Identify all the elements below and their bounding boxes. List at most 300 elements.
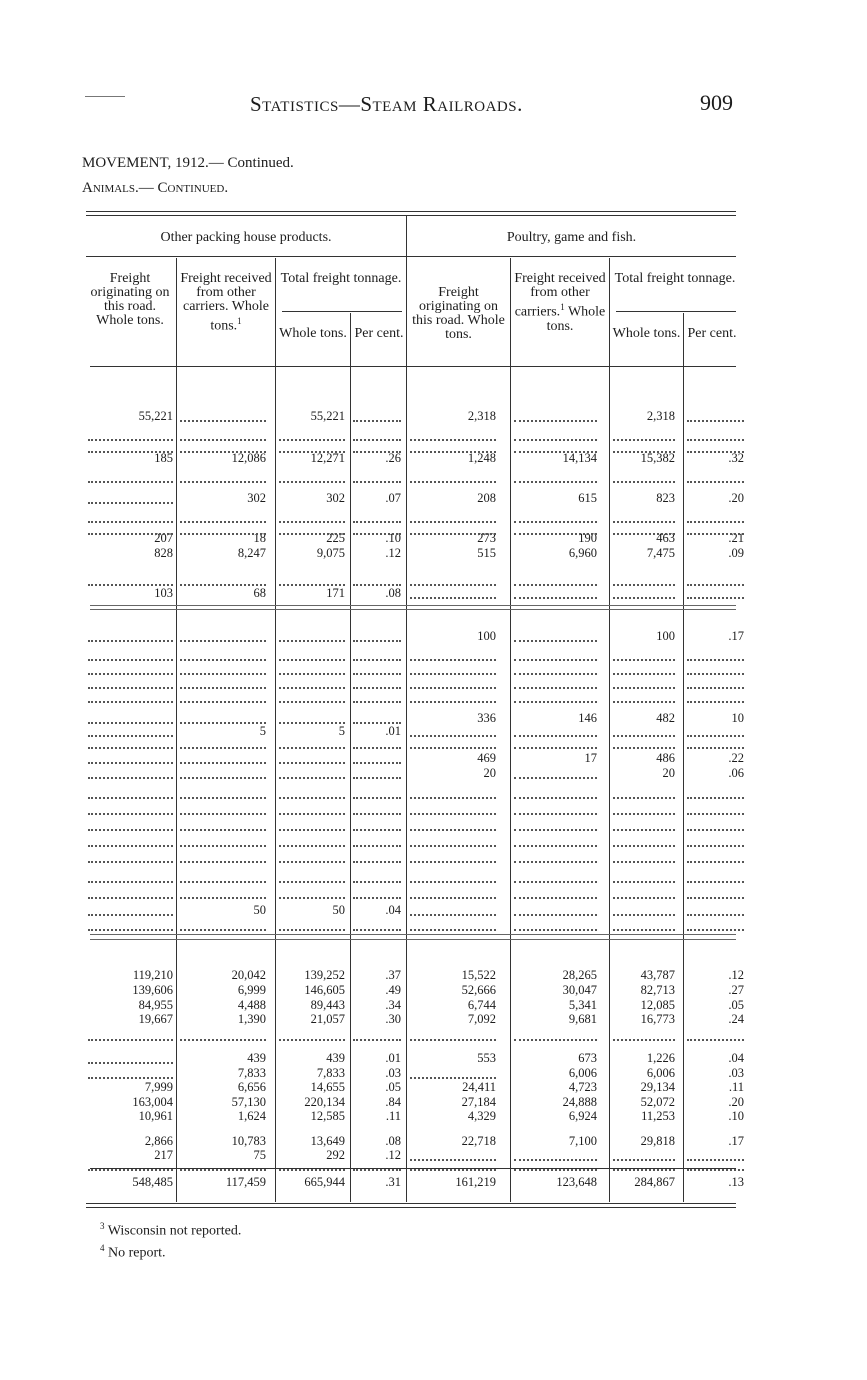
dot-leader bbox=[180, 881, 266, 883]
dot-leader bbox=[180, 521, 266, 523]
table-cell-poultry-received: 6,924 bbox=[568, 1109, 597, 1123]
dot-leader bbox=[410, 584, 496, 586]
table-cell-poultry-percent: 10 bbox=[731, 711, 744, 725]
table-cell-poultry-received: 9,681 bbox=[568, 1012, 597, 1026]
table-cell-packing-total: 12,271 bbox=[310, 451, 345, 465]
dot-leader bbox=[180, 584, 266, 586]
dot-leader bbox=[279, 451, 345, 453]
dot-leader bbox=[180, 762, 266, 764]
table-cell-poultry-total: 20 bbox=[662, 766, 675, 780]
dot-leader bbox=[687, 439, 744, 441]
dot-leader bbox=[613, 914, 675, 916]
table-cell-poultry-total: 52,072 bbox=[640, 1095, 675, 1109]
table-cell-poultry-total: 6,006 bbox=[646, 1066, 675, 1080]
table-cell-poultry-originating: 100 bbox=[477, 629, 496, 643]
page-title: Statistics—Steam Railroads. bbox=[250, 92, 523, 116]
table-cell-packing-percent: .04 bbox=[385, 903, 401, 917]
table-cell-packing-total: 220,134 bbox=[304, 1095, 345, 1109]
column-header: Whole tons. bbox=[279, 326, 347, 341]
table-cell-packing-total: 9,075 bbox=[316, 546, 345, 560]
table-cell-packing-originating: 7,999 bbox=[144, 1080, 173, 1094]
table-cell-packing-total: 55,221 bbox=[310, 409, 345, 423]
footnote bbox=[100, 1240, 241, 1262]
table-cell-poultry-total: 43,787 bbox=[640, 968, 675, 982]
table-cell-poultry-percent: .04 bbox=[728, 1051, 744, 1065]
table-cell-packing-total: 13,649 bbox=[310, 1134, 345, 1148]
dot-leader bbox=[613, 813, 675, 815]
dot-leader bbox=[88, 521, 173, 523]
table-cell-poultry-received: 4,723 bbox=[568, 1080, 597, 1094]
totals-rule bbox=[90, 1168, 736, 1169]
table-cell-packing-originating: 185 bbox=[154, 451, 173, 465]
table-cell-poultry-originating: 24,411 bbox=[462, 1080, 496, 1094]
footnote-text: No report. bbox=[108, 1245, 166, 1261]
column-header: Whole tons. bbox=[612, 326, 681, 341]
dot-leader bbox=[88, 640, 173, 642]
table-cell-packing-received: 10,783 bbox=[231, 1134, 266, 1148]
dot-leader bbox=[180, 797, 266, 799]
dot-leader bbox=[687, 813, 744, 815]
table-cell-packing-percent: .08 bbox=[385, 1134, 401, 1148]
dot-leader bbox=[410, 521, 496, 523]
dot-leader bbox=[613, 735, 675, 737]
table-cell-poultry-received: 7,100 bbox=[568, 1134, 597, 1148]
dot-leader bbox=[88, 687, 173, 689]
table-cell-poultry-total: 100 bbox=[656, 629, 675, 643]
dot-leader bbox=[279, 481, 345, 483]
table-cell-poultry-total: 82,713 bbox=[640, 983, 675, 997]
total-cell-poultry-total: 284,867 bbox=[634, 1175, 675, 1189]
dot-leader bbox=[613, 1169, 675, 1171]
table-cell-poultry-percent: .22 bbox=[728, 751, 744, 765]
table-cell-poultry-total: 11,253 bbox=[641, 1109, 675, 1123]
dot-leader bbox=[353, 481, 401, 483]
dot-leader bbox=[353, 640, 401, 642]
table-cell-poultry-originating: 27,184 bbox=[461, 1095, 496, 1109]
dot-leader bbox=[410, 481, 496, 483]
dot-leader bbox=[514, 687, 597, 689]
table-cell-packing-received: 302 bbox=[247, 491, 266, 505]
table-cell-poultry-originating: 469 bbox=[477, 751, 496, 765]
table-cell-packing-received: 68 bbox=[253, 586, 266, 600]
table-cell-packing-percent: .11 bbox=[385, 1109, 401, 1123]
dot-leader bbox=[613, 584, 675, 586]
table-cell-packing-total: 7,833 bbox=[316, 1066, 345, 1080]
dot-leader bbox=[687, 861, 744, 863]
page-number: 909 bbox=[700, 90, 733, 115]
dot-leader bbox=[180, 813, 266, 815]
dot-leader bbox=[180, 533, 266, 535]
table-cell-poultry-received: 146 bbox=[578, 711, 597, 725]
dot-leader bbox=[613, 747, 675, 749]
table-cell-poultry-percent: .11 bbox=[728, 1080, 744, 1094]
dot-leader bbox=[410, 451, 496, 453]
dot-leader bbox=[514, 659, 597, 661]
dot-leader bbox=[514, 797, 597, 799]
dot-leader bbox=[88, 929, 173, 931]
dot-leader bbox=[279, 747, 345, 749]
footnote-mark: 3 bbox=[100, 1221, 105, 1231]
dot-leader bbox=[279, 797, 345, 799]
dot-leader bbox=[410, 797, 496, 799]
dot-leader bbox=[514, 914, 597, 916]
table-cell-poultry-originating: 20 bbox=[483, 766, 496, 780]
column-header-text: Freight received from other carriers. Whole tons. bbox=[180, 271, 272, 334]
dot-leader bbox=[687, 1169, 744, 1171]
table-cell-packing-received: 7,833 bbox=[237, 1066, 266, 1080]
table-cell-packing-percent: .03 bbox=[385, 1066, 401, 1080]
table-cell-packing-originating: 84,955 bbox=[138, 998, 173, 1012]
dot-leader bbox=[180, 439, 266, 441]
dot-leader bbox=[88, 659, 173, 661]
table-cell-packing-received: 50 bbox=[253, 903, 266, 917]
dot-leader bbox=[410, 1169, 496, 1171]
dot-leader bbox=[88, 1169, 173, 1171]
dot-leader bbox=[279, 813, 345, 815]
table-cell-poultry-percent: .32 bbox=[728, 451, 744, 465]
dot-leader bbox=[88, 829, 173, 831]
dot-leader bbox=[687, 914, 744, 916]
table-cell-packing-total: 89,443 bbox=[310, 998, 345, 1012]
table-cell-packing-total: 302 bbox=[326, 491, 345, 505]
dot-leader bbox=[613, 897, 675, 899]
dot-leader bbox=[353, 777, 401, 779]
table-cell-packing-total: 14,655 bbox=[310, 1080, 345, 1094]
dot-leader bbox=[88, 777, 173, 779]
dot-leader bbox=[687, 897, 744, 899]
dot-leader bbox=[88, 1062, 173, 1064]
dot-leader bbox=[353, 687, 401, 689]
dot-leader bbox=[279, 701, 345, 703]
dot-leader bbox=[88, 502, 173, 504]
table-cell-poultry-total: 12,085 bbox=[640, 998, 675, 1012]
table-cell-poultry-total: 2,318 bbox=[646, 409, 675, 423]
dot-leader bbox=[180, 747, 266, 749]
dot-leader bbox=[410, 1077, 496, 1079]
dot-leader bbox=[613, 1039, 675, 1041]
dot-leader bbox=[687, 929, 744, 931]
table-top-rule bbox=[86, 211, 736, 212]
dot-leader bbox=[410, 881, 496, 883]
group-rule-left bbox=[86, 256, 406, 257]
dot-leader bbox=[353, 1039, 401, 1041]
table-cell-poultry-percent: .09 bbox=[728, 546, 744, 560]
table-cell-poultry-percent: .17 bbox=[728, 629, 744, 643]
dot-leader bbox=[410, 659, 496, 661]
table-cell-poultry-percent: .20 bbox=[728, 1095, 744, 1109]
dot-leader bbox=[88, 1077, 173, 1079]
table-cell-packing-received: 6,999 bbox=[237, 983, 266, 997]
dot-leader bbox=[410, 1159, 496, 1161]
dot-leader bbox=[613, 481, 675, 483]
dot-leader bbox=[514, 701, 597, 703]
dot-leader bbox=[613, 929, 675, 931]
table-cell-poultry-percent: .17 bbox=[728, 1134, 744, 1148]
dot-leader bbox=[410, 735, 496, 737]
column-divider bbox=[176, 258, 177, 1202]
table-cell-packing-percent: .37 bbox=[385, 968, 401, 982]
dot-leader bbox=[613, 659, 675, 661]
table-cell-packing-percent: .10 bbox=[385, 531, 401, 545]
dot-leader bbox=[514, 481, 597, 483]
table-cell-poultry-percent: .05 bbox=[728, 998, 744, 1012]
table-cell-poultry-percent: .06 bbox=[728, 766, 744, 780]
table-cell-poultry-received: 6,006 bbox=[568, 1066, 597, 1080]
dot-leader bbox=[687, 881, 744, 883]
dot-leader bbox=[514, 451, 597, 453]
dot-leader bbox=[514, 673, 597, 675]
table-cell-poultry-originating: 52,666 bbox=[461, 983, 496, 997]
dot-leader bbox=[279, 1169, 345, 1171]
table-cell-poultry-percent: .03 bbox=[728, 1066, 744, 1080]
column-header: Per cent. bbox=[687, 326, 737, 341]
dot-leader bbox=[279, 1039, 345, 1041]
dot-leader bbox=[410, 747, 496, 749]
subsection-heading bbox=[82, 180, 228, 197]
table-cell-poultry-received: 615 bbox=[578, 491, 597, 505]
dot-leader bbox=[514, 584, 597, 586]
dot-leader bbox=[88, 533, 173, 535]
table-cell-packing-originating: 163,004 bbox=[132, 1095, 173, 1109]
dot-leader bbox=[279, 687, 345, 689]
dot-leader bbox=[88, 735, 173, 737]
dot-leader bbox=[613, 829, 675, 831]
dot-leader bbox=[88, 701, 173, 703]
dot-leader bbox=[613, 533, 675, 535]
dot-leader bbox=[279, 881, 345, 883]
table-cell-packing-originating: 103 bbox=[154, 586, 173, 600]
dot-leader bbox=[353, 861, 401, 863]
column-group-header: Total freight tonnage. bbox=[280, 271, 402, 286]
dot-leader bbox=[353, 521, 401, 523]
dot-leader bbox=[279, 439, 345, 441]
section-rule bbox=[90, 934, 736, 935]
footnotes bbox=[100, 1218, 241, 1261]
table-cell-poultry-total: 15,382 bbox=[640, 451, 675, 465]
dot-leader bbox=[687, 845, 744, 847]
dot-leader bbox=[88, 451, 173, 453]
table-cell-packing-total: 146,605 bbox=[304, 983, 345, 997]
group-rule-right bbox=[407, 256, 736, 257]
dot-leader bbox=[180, 659, 266, 661]
dot-leader bbox=[353, 420, 401, 422]
dot-leader bbox=[687, 533, 744, 535]
footnote-mark: 1 bbox=[237, 316, 242, 326]
dot-leader bbox=[410, 845, 496, 847]
dot-leader bbox=[180, 1039, 266, 1041]
dot-leader bbox=[410, 439, 496, 441]
total-cell-packing-total: 665,944 bbox=[304, 1175, 345, 1189]
dot-leader bbox=[410, 673, 496, 675]
dot-leader bbox=[613, 845, 675, 847]
dot-leader bbox=[613, 597, 675, 599]
dot-leader bbox=[687, 797, 744, 799]
table-cell-packing-originating: 10,961 bbox=[138, 1109, 173, 1123]
dot-leader bbox=[180, 420, 266, 422]
group-divider bbox=[406, 216, 407, 1202]
dot-leader bbox=[613, 701, 675, 703]
table-cell-poultry-originating: 15,522 bbox=[461, 968, 496, 982]
subsection-label: Animals.— Continued. bbox=[82, 180, 229, 196]
table-cell-poultry-originating: 553 bbox=[477, 1051, 496, 1065]
dot-leader bbox=[279, 640, 345, 642]
table-cell-poultry-originating: 208 bbox=[477, 491, 496, 505]
dot-leader bbox=[687, 1159, 744, 1161]
dot-leader bbox=[279, 762, 345, 764]
footnote-text: Wisconsin not reported. bbox=[107, 1223, 242, 1239]
table-cell-poultry-percent: .12 bbox=[728, 968, 744, 982]
dot-leader bbox=[613, 881, 675, 883]
dot-leader bbox=[180, 1169, 266, 1171]
table-cell-poultry-total: 29,818 bbox=[640, 1134, 675, 1148]
dot-leader bbox=[687, 1039, 744, 1041]
table-cell-poultry-total: 486 bbox=[656, 751, 675, 765]
dot-leader bbox=[687, 701, 744, 703]
dot-leader bbox=[514, 845, 597, 847]
dot-leader bbox=[353, 762, 401, 764]
table-cell-poultry-received: 17 bbox=[584, 751, 597, 765]
dot-leader bbox=[687, 829, 744, 831]
table-cell-packing-total: 5 bbox=[338, 724, 345, 738]
dot-leader bbox=[279, 533, 345, 535]
table-cell-packing-originating: 217 bbox=[154, 1148, 173, 1162]
table-cell-packing-percent: .05 bbox=[385, 1080, 401, 1094]
dot-leader bbox=[180, 845, 266, 847]
table-cell-packing-percent: .08 bbox=[385, 586, 401, 600]
dot-leader bbox=[514, 533, 597, 535]
dot-leader bbox=[613, 1159, 675, 1161]
dot-leader bbox=[613, 521, 675, 523]
footnote bbox=[100, 1218, 241, 1240]
dot-leader bbox=[514, 861, 597, 863]
dot-leader bbox=[88, 673, 173, 675]
table-cell-packing-percent: .30 bbox=[385, 1012, 401, 1026]
table-cell-poultry-total: 823 bbox=[656, 491, 675, 505]
dot-leader bbox=[180, 897, 266, 899]
dot-leader bbox=[514, 420, 597, 422]
dot-leader bbox=[687, 597, 744, 599]
dot-leader bbox=[88, 1039, 173, 1041]
dot-leader bbox=[180, 687, 266, 689]
dot-leader bbox=[514, 439, 597, 441]
table-cell-packing-originating: 2,866 bbox=[144, 1134, 173, 1148]
table-cell-packing-received: 20,042 bbox=[231, 968, 266, 982]
table-cell-poultry-received: 30,047 bbox=[562, 983, 597, 997]
table-cell-packing-total: 12,585 bbox=[310, 1109, 345, 1123]
column-header: Per cent. bbox=[354, 326, 404, 341]
dot-leader bbox=[279, 929, 345, 931]
dot-leader bbox=[353, 584, 401, 586]
subheader-rule bbox=[282, 311, 402, 312]
footnote-mark: 4 bbox=[100, 1242, 105, 1253]
dot-leader bbox=[353, 451, 401, 453]
column-header bbox=[512, 272, 608, 334]
column-divider bbox=[275, 258, 276, 1202]
table-cell-packing-total: 292 bbox=[326, 1148, 345, 1162]
table-cell-poultry-originating: 336 bbox=[477, 711, 496, 725]
dot-leader bbox=[88, 813, 173, 815]
section-heading: MOVEMENT, 1912.— Continued. bbox=[82, 155, 294, 171]
table-cell-packing-originating: 19,667 bbox=[138, 1012, 173, 1026]
column-divider bbox=[683, 313, 684, 1202]
dot-leader bbox=[514, 747, 597, 749]
dot-leader bbox=[353, 797, 401, 799]
column-divider bbox=[350, 313, 351, 1202]
table-cell-packing-received: 1,624 bbox=[237, 1109, 266, 1123]
dot-leader bbox=[687, 521, 744, 523]
table-cell-packing-received: 12,086 bbox=[231, 451, 266, 465]
table-cell-packing-originating: 55,221 bbox=[138, 409, 173, 423]
dot-leader bbox=[410, 533, 496, 535]
dot-leader bbox=[353, 897, 401, 899]
table-cell-packing-received: 1,390 bbox=[237, 1012, 266, 1026]
dot-leader bbox=[353, 813, 401, 815]
dot-leader bbox=[410, 597, 496, 599]
table-cell-packing-total: 439 bbox=[326, 1051, 345, 1065]
dot-leader bbox=[687, 673, 744, 675]
table-cell-poultry-percent: .24 bbox=[728, 1012, 744, 1026]
dot-leader bbox=[613, 687, 675, 689]
table-cell-poultry-total: 29,134 bbox=[640, 1080, 675, 1094]
column-header-text: Freight received from other carriers. bbox=[514, 271, 606, 320]
table-cell-packing-percent: .84 bbox=[385, 1095, 401, 1109]
dot-leader bbox=[687, 420, 744, 422]
group-header-poultry: Poultry, game and fish. bbox=[506, 230, 637, 245]
table-cell-poultry-total: 482 bbox=[656, 711, 675, 725]
table-cell-poultry-received: 5,341 bbox=[568, 998, 597, 1012]
dot-leader bbox=[514, 829, 597, 831]
column-group-header: Total freight tonnage. bbox=[614, 271, 736, 286]
table-cell-poultry-received: 14,134 bbox=[562, 451, 597, 465]
group-header-packing: Other packing house products. bbox=[160, 230, 332, 245]
table-cell-packing-originating: 828 bbox=[154, 546, 173, 560]
dot-leader bbox=[514, 521, 597, 523]
table-cell-poultry-total: 463 bbox=[656, 531, 675, 545]
dot-leader bbox=[279, 897, 345, 899]
table-cell-poultry-originating: 6,744 bbox=[467, 998, 496, 1012]
subheader-rule bbox=[616, 311, 736, 312]
table-cell-poultry-total: 1,226 bbox=[646, 1051, 675, 1065]
dot-leader bbox=[88, 797, 173, 799]
dot-leader bbox=[279, 521, 345, 523]
dot-leader bbox=[88, 861, 173, 863]
table-cell-packing-percent: .34 bbox=[385, 998, 401, 1012]
dot-leader bbox=[353, 881, 401, 883]
dot-leader bbox=[613, 797, 675, 799]
table-cell-poultry-received: 28,265 bbox=[562, 968, 597, 982]
table-cell-packing-originating: 119,210 bbox=[132, 968, 173, 982]
table-cell-packing-originating: 139,606 bbox=[132, 983, 173, 997]
dot-leader bbox=[514, 897, 597, 899]
column-header: Freight originating on this road. Whole tons. bbox=[412, 285, 505, 342]
table-cell-poultry-received: 24,888 bbox=[562, 1095, 597, 1109]
section-rule bbox=[90, 605, 736, 606]
dot-leader bbox=[279, 861, 345, 863]
table-cell-packing-total: 50 bbox=[332, 903, 345, 917]
dot-leader bbox=[687, 481, 744, 483]
dot-leader bbox=[514, 1159, 597, 1161]
total-cell-packing-percent: .31 bbox=[385, 1175, 401, 1189]
dot-leader bbox=[279, 829, 345, 831]
dot-leader bbox=[514, 929, 597, 931]
table-cell-poultry-percent: .27 bbox=[728, 983, 744, 997]
dot-leader bbox=[88, 439, 173, 441]
table-cell-poultry-total: 7,475 bbox=[646, 546, 675, 560]
dot-leader bbox=[88, 481, 173, 483]
dot-leader bbox=[180, 451, 266, 453]
table-cell-packing-percent: .01 bbox=[385, 1051, 401, 1065]
table-cell-packing-percent: .01 bbox=[385, 724, 401, 738]
